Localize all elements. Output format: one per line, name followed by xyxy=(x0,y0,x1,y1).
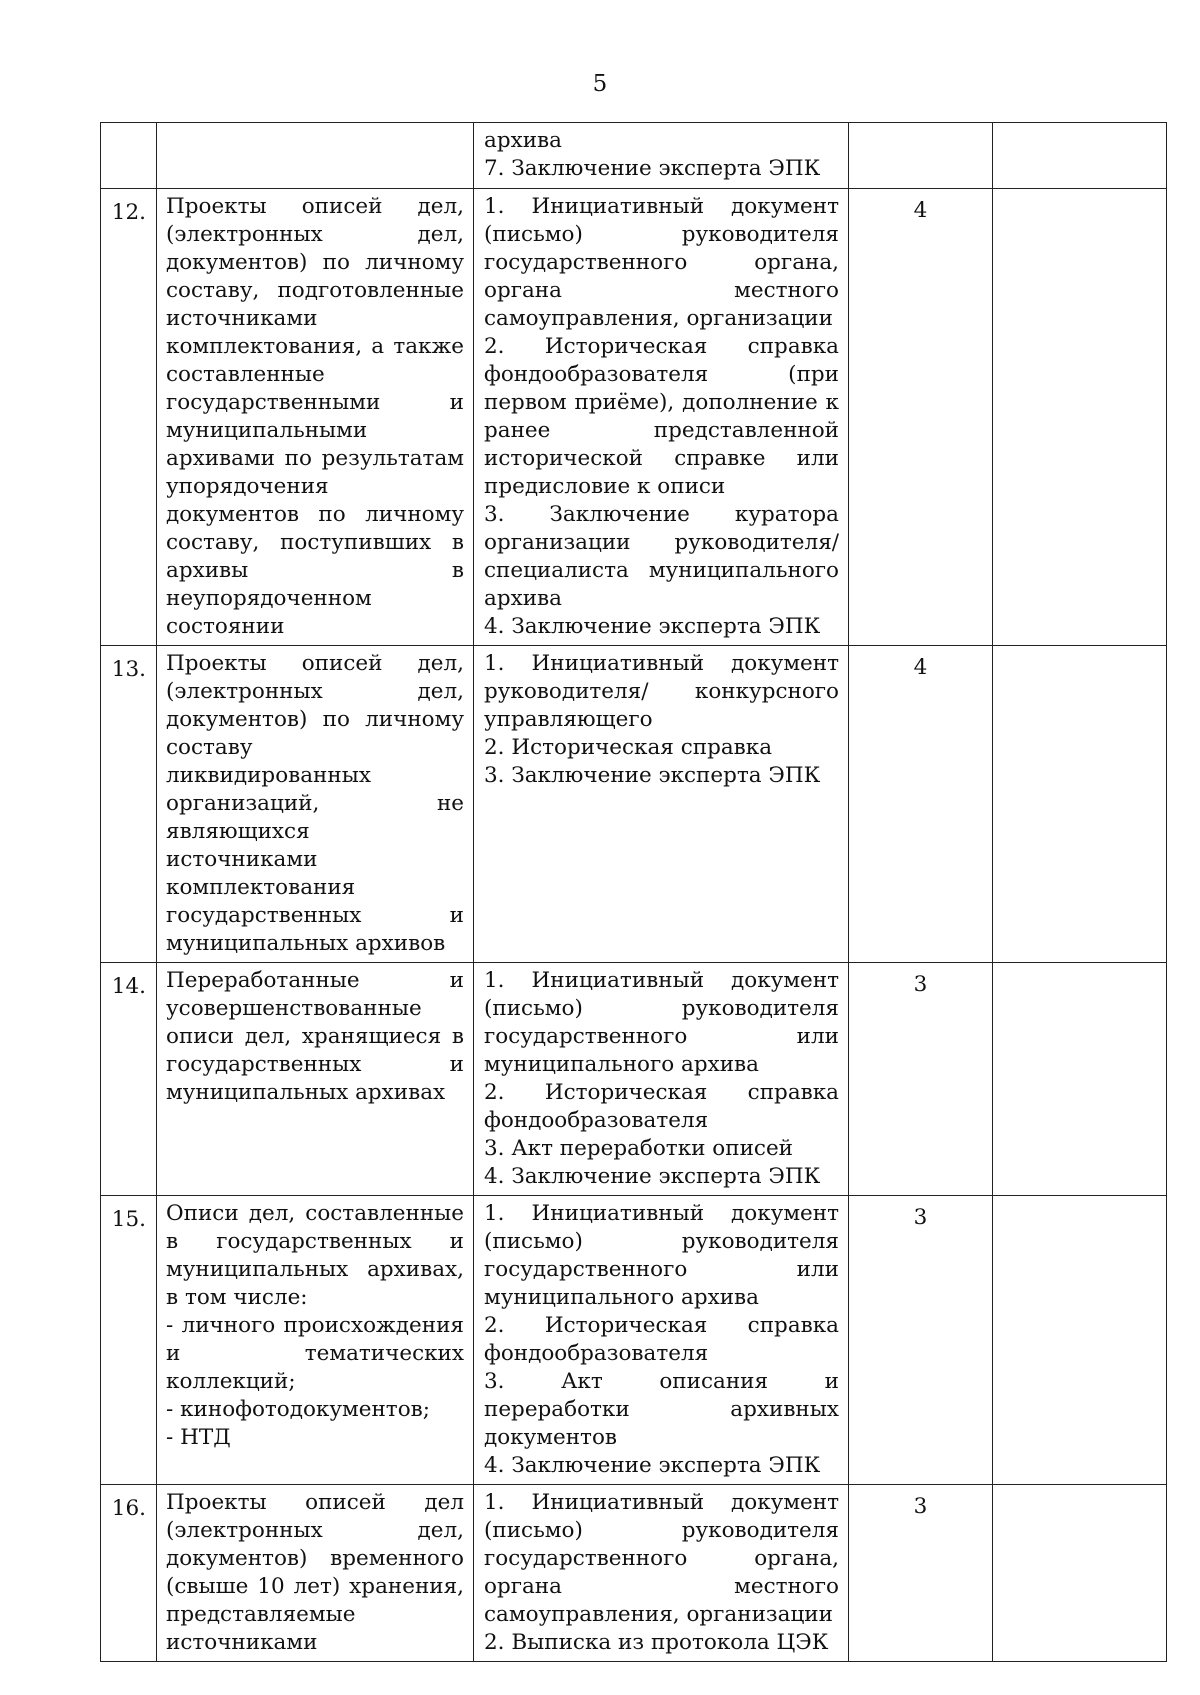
required-documents-cell xyxy=(474,1485,849,1662)
table-row xyxy=(101,189,1167,646)
document-type-cell xyxy=(157,189,474,646)
table-row xyxy=(101,963,1167,1196)
document-table xyxy=(100,122,1167,1662)
score-cell xyxy=(849,123,993,189)
note-cell xyxy=(993,189,1167,646)
required-documents-cell xyxy=(474,123,849,189)
required-documents-cell xyxy=(474,189,849,646)
document-type-cell xyxy=(157,646,474,963)
required-document-item: 3. Заключение куратора организации руководителя/ специалиста муниципального архива xyxy=(484,502,839,611)
required-document-item: 1. Инициативный документ (письмо) руководителя государственного или муниципального архива xyxy=(484,968,839,1077)
required-document-item: 1. Инициативный документ руководителя/ конкурсного управляющего xyxy=(484,651,839,732)
document-type-cell xyxy=(157,1485,474,1662)
document-type-text: Проекты описей дел, (электронных дел, документов) по личному составу, подготовленные источниками комплектования, а также составленные государственными и муниципальными архивами по результатам упорядочения документов по личному составу, поступивших в архивы в неупорядоченном состоянии xyxy=(166,194,464,639)
document-type-text: Описи дел, составленные в государственных и муниципальных архивах, в том числе: xyxy=(166,1201,464,1310)
score-cell: 3 xyxy=(849,1485,993,1662)
document-type-text: Проекты описей дел (электронных дел, документов) временного (свыше 10 лет) хранения, представляемые источниками xyxy=(166,1490,464,1655)
row-number: 12. xyxy=(101,189,157,646)
required-documents-cell xyxy=(474,1196,849,1485)
table-row xyxy=(101,1196,1167,1485)
required-document-item: 2. Историческая справка xyxy=(484,735,773,760)
required-document-item: 3. Заключение эксперта ЭПК xyxy=(484,763,821,788)
required-document-item: 3. Акт переработки описей xyxy=(484,1136,793,1161)
required-document-item: 4. Заключение эксперта ЭПК xyxy=(484,1453,821,1478)
score-cell: 3 xyxy=(849,963,993,1196)
required-document-item: 7. Заключение эксперта ЭПК xyxy=(484,156,821,181)
document-type-text: Переработанные и усовершенствованные описи дел, хранящиеся в государственных и муниципальных архивах xyxy=(166,968,464,1105)
required-document-item: 4. Заключение эксперта ЭПК xyxy=(484,1164,821,1189)
required-documents-cell xyxy=(474,963,849,1196)
required-document-item: 1. Инициативный документ (письмо) руководителя государственного органа, органа местного самоуправления, организации xyxy=(484,194,839,331)
required-document-item: 2. Историческая справка фондообразователя xyxy=(484,1313,839,1366)
required-document-item: 3. Акт описания и переработки архивных документов xyxy=(484,1369,839,1450)
row-number xyxy=(101,123,157,189)
document-type-cell xyxy=(157,963,474,1196)
note-cell xyxy=(993,123,1167,189)
note-cell xyxy=(993,646,1167,963)
document-type-cell xyxy=(157,123,474,189)
score-cell: 4 xyxy=(849,189,993,646)
note-cell xyxy=(993,963,1167,1196)
row-number: 13. xyxy=(101,646,157,963)
table-row xyxy=(101,123,1167,189)
document-type-text: - НТД xyxy=(166,1425,231,1450)
required-document-item: 2. Историческая справка фондообразователя (при первом приёме), дополнение к ранее представленной исторической справке или предисловие к описи xyxy=(484,334,839,499)
document-type-text: - личного происхождения и тематических коллекций; xyxy=(166,1313,464,1394)
required-document-item: 2. Историческая справка фондообразователя xyxy=(484,1080,839,1133)
note-cell xyxy=(993,1196,1167,1485)
row-number: 15. xyxy=(101,1196,157,1485)
document-type-text: - кинофотодокументов; xyxy=(166,1397,430,1422)
required-document-item: 4. Заключение эксперта ЭПК xyxy=(484,614,821,639)
required-document-item: 1. Инициативный документ (письмо) руководителя государственного органа, органа местного самоуправления, организации xyxy=(484,1490,839,1627)
required-documents-cell xyxy=(474,646,849,963)
row-number: 16. xyxy=(101,1485,157,1662)
document-type-text: Проекты описей дел, (электронных дел, документов) по личному составу ликвидированных организаций, не являющихся источниками комплектования государственных и муниципальных архивов xyxy=(166,651,464,956)
required-document-item: архива xyxy=(484,128,562,153)
table-body xyxy=(101,123,1167,1662)
page-number: 5 xyxy=(592,71,608,97)
required-document-item: 1. Инициативный документ (письмо) руководителя государственного или муниципального архива xyxy=(484,1201,839,1310)
required-document-item: 2. Выписка из протокола ЦЭК xyxy=(484,1630,829,1655)
score-cell: 4 xyxy=(849,646,993,963)
table-row xyxy=(101,646,1167,963)
document-type-cell xyxy=(157,1196,474,1485)
score-cell: 3 xyxy=(849,1196,993,1485)
row-number: 14. xyxy=(101,963,157,1196)
table-row xyxy=(101,1485,1167,1662)
note-cell xyxy=(993,1485,1167,1662)
